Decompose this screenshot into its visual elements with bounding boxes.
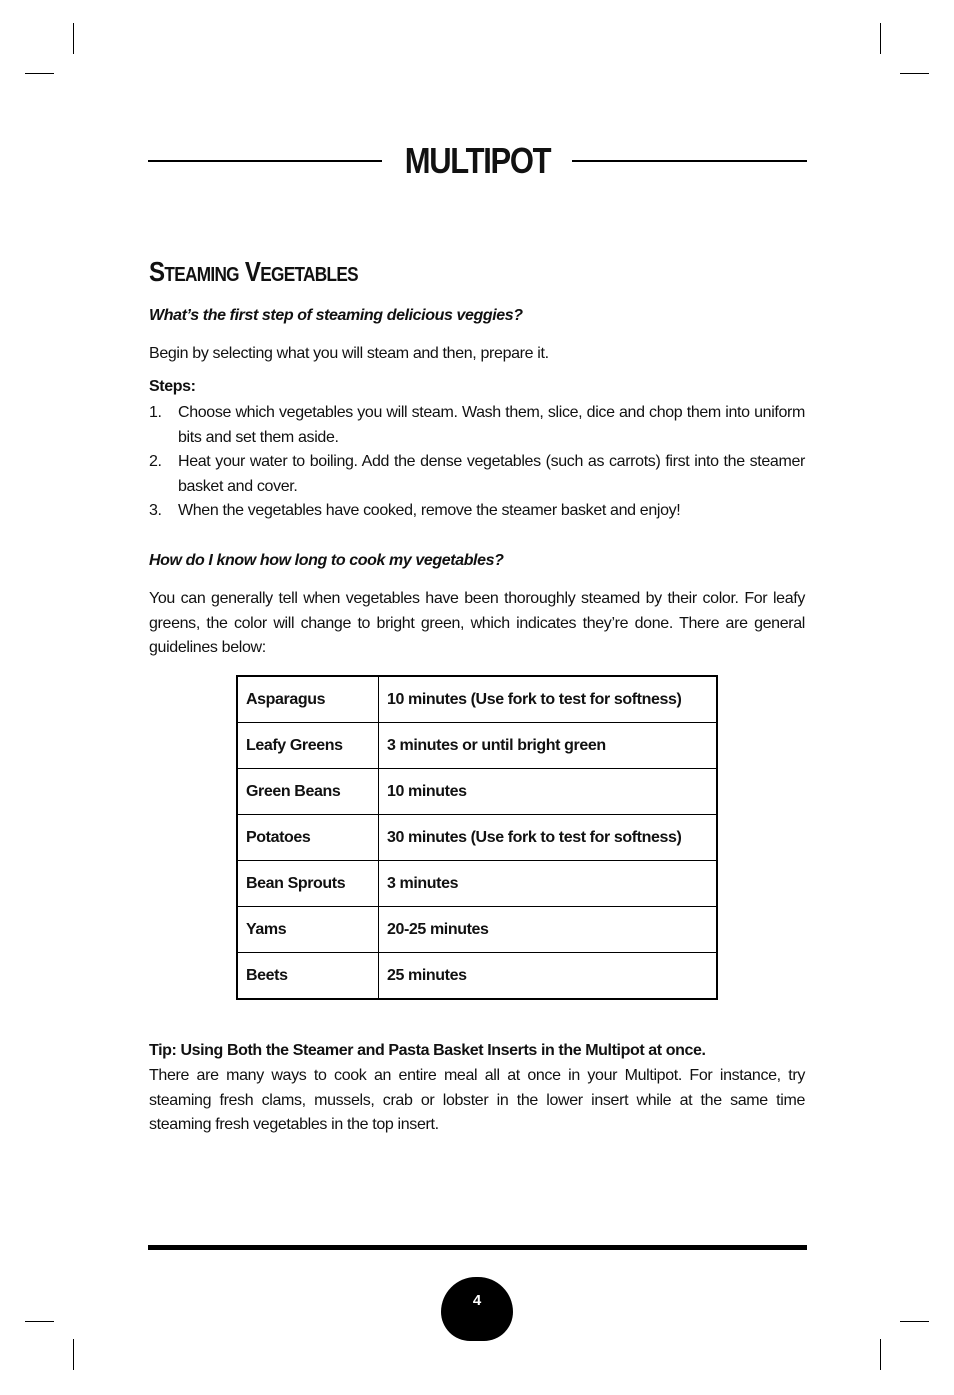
vegetable-cell: Beets (237, 953, 379, 1000)
table-row (237, 815, 717, 861)
step-text: Heat your water to boiling. Add the dense vegetables (such as carrots) first into the steamer basket and cover. (178, 453, 805, 495)
section-heading: Steaming Vegetables (149, 256, 358, 287)
time-cell: 30 minutes (Use fork to test for softness) (379, 815, 718, 861)
crop-mark (25, 1321, 54, 1322)
crop-mark (73, 1339, 74, 1370)
crop-mark (73, 23, 74, 54)
page-number: 4 (472, 1292, 482, 1309)
question-heading: What’s the first step of steaming delicious veggies? (149, 307, 523, 324)
paragraph: Begin by selecting what you will steam and then, prepare it. (149, 345, 549, 362)
steps-list (149, 401, 805, 524)
page-header (148, 138, 807, 184)
step-number: 2. (149, 453, 162, 470)
time-cell: 10 minutes (379, 769, 718, 815)
paragraph: You can generally tell when vegetables have been thoroughly steamed by their color. For leafy greens, the color will change to bright green, which indicates they’re done. There are general guidelines below: (149, 590, 805, 656)
vegetable-cell: Green Beans (237, 769, 379, 815)
step-text: Choose which vegetables you will steam. Wash them, slice, dice and chop them into uniform bits and set them aside. (178, 404, 805, 446)
time-cell: 20-25 minutes (379, 907, 718, 953)
crop-mark (880, 1339, 881, 1370)
vegetable-cell: Potatoes (237, 815, 379, 861)
table-row (237, 676, 717, 723)
table-row (237, 861, 717, 907)
steps-label: Steps: (149, 378, 196, 395)
table-row (237, 723, 717, 769)
list-item (149, 499, 805, 524)
list-item (149, 450, 805, 499)
crop-mark (25, 73, 54, 74)
step-number: 1. (149, 404, 162, 421)
cooking-times-table (236, 675, 718, 1000)
time-cell: 10 minutes (Use fork to test for softness) (379, 676, 718, 723)
tip-heading: Tip: Using Both the Steamer and Pasta Basket Inserts in the Multipot at once. (149, 1042, 706, 1059)
vegetable-cell: Yams (237, 907, 379, 953)
vegetable-cell: Leafy Greens (237, 723, 379, 769)
footer-rule (148, 1245, 807, 1250)
table-row (237, 953, 717, 1000)
table-row (237, 907, 717, 953)
vegetable-cell: Asparagus (237, 676, 379, 723)
crop-mark (880, 23, 881, 54)
page-number-badge (441, 1277, 513, 1341)
page-title: MULTIPOT (404, 140, 551, 181)
step-number: 3. (149, 502, 162, 519)
time-cell: 25 minutes (379, 953, 718, 1000)
time-cell: 3 minutes or until bright green (379, 723, 718, 769)
crop-mark (900, 73, 929, 74)
tip-paragraph: There are many ways to cook an entire meal all at once in your Multipot. For instance, try steaming fresh clams, mussels, crab or lobster in the lower insert while at the same time steaming fresh vegetables in the top insert. (149, 1067, 805, 1133)
question-heading: How do I know how long to cook my vegetables? (149, 552, 504, 569)
step-text: When the vegetables have cooked, remove the steamer basket and enjoy! (178, 502, 681, 519)
table-row (237, 769, 717, 815)
crop-mark (900, 1321, 929, 1322)
list-item (149, 401, 805, 450)
vegetable-cell: Bean Sprouts (237, 861, 379, 907)
time-cell: 3 minutes (379, 861, 718, 907)
